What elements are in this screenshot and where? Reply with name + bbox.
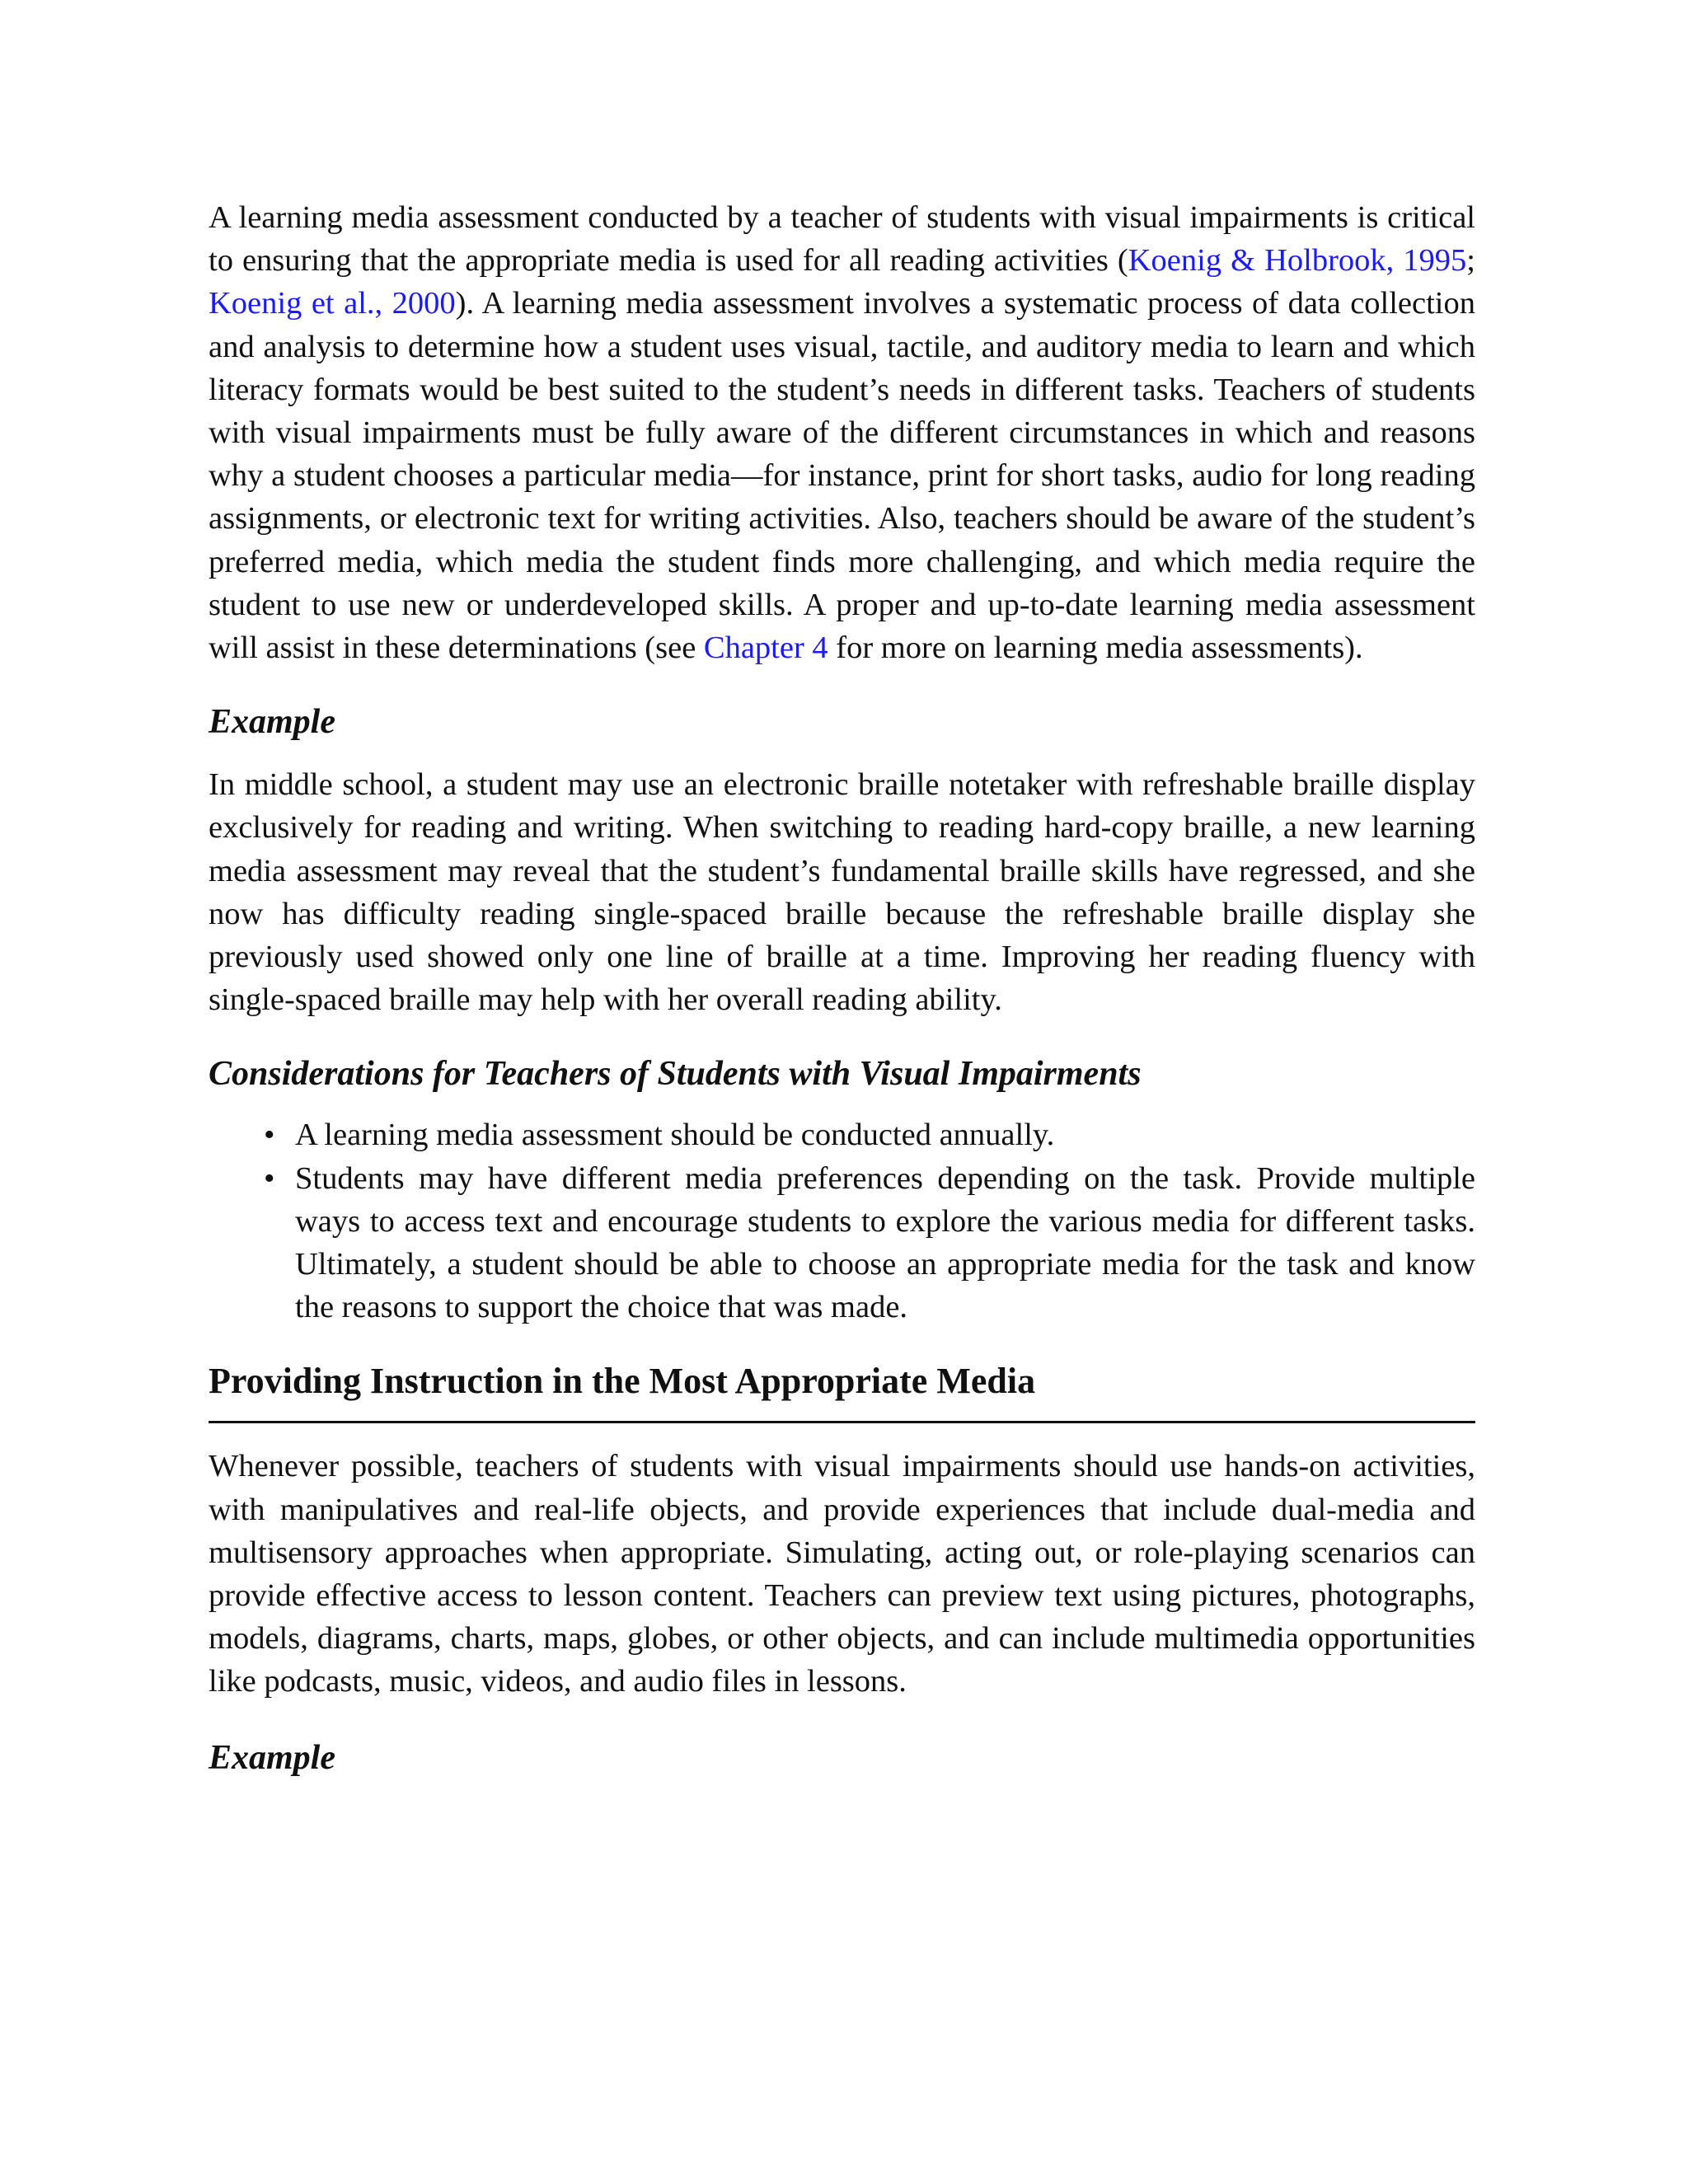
chapter-4-link[interactable]: Chapter 4 xyxy=(703,630,828,666)
citation-link-koenig-2000[interactable]: Koenig et al., 2000 xyxy=(209,286,456,321)
considerations-list xyxy=(209,1113,1475,1329)
intro-text-2: ; xyxy=(1466,243,1475,279)
example-heading-2: Example xyxy=(209,1738,335,1777)
considerations-heading: Considerations for Teachers of Students with Visual Impairments xyxy=(209,1055,1142,1094)
citation-link-koenig-holbrook-1995[interactable]: Koenig & Holbrook, 1995 xyxy=(1128,243,1467,279)
list-item-text: Students may have different media preferences depending on the task. Provide multiple ways to access text and encourage students to explore the various media for different tasks. Ultimately, a student should be able to choose an appropriate media for the task and know the reasons to support the choice that was made. xyxy=(295,1160,1475,1325)
intro-text-4: for more on learning media assessments). xyxy=(828,630,1363,666)
bullet-icon: • xyxy=(264,1118,275,1153)
list-item xyxy=(264,1113,1475,1156)
example-heading-1: Example xyxy=(209,703,335,742)
section-heading: Providing Instruction in the Most Appropriate Media xyxy=(209,1361,1036,1402)
bullet-icon: • xyxy=(264,1160,275,1196)
document-page xyxy=(209,196,1475,1779)
section-divider xyxy=(209,1421,1475,1423)
list-item-text: A learning media assessment should be conducted annually. xyxy=(295,1118,1055,1153)
intro-text-1: A learning media assessment conducted by a teacher of students with visual impairments is critical to ensuring that the appropriate media is used for all reading activities ( xyxy=(209,200,1475,279)
intro-text-3: ). A learning media assessment involves a systematic process of data collection and analysis to determine how a student uses visual, tactile, and auditory media to learn and which literacy formats would be best suited to the student’s needs in different tasks. Teachers of students with visual impairments must be fully aware of the different circumstances in which and reasons why a student chooses a particular media—for instance, print for short tasks, audio for long reading assignments, or electronic text for writing activities. Also, teachers should be aware of the student’s preferred media, which media the student finds more challenging, and which media require the student to use new or underdeveloped skills. A proper and up-to-date learning media assessment will assist in these determinations (see xyxy=(209,286,1475,666)
list-item xyxy=(264,1157,1475,1329)
example-paragraph-1: In middle school, a student may use an electronic braille notetaker with refreshable braille display exclusively for reading and writing. When switching to reading hard-copy braille, a new learning media assessment may reveal that the student’s fundamental braille skills have regressed, and she now has difficulty reading single-spaced braille because the refreshable braille display she previously used showed only one line of braille at a time. Improving her reading fluency with single-spaced braille may help with her overall reading ability. xyxy=(209,767,1475,1018)
intro-paragraph xyxy=(209,196,1475,669)
section-paragraph: Whenever possible, teachers of students with visual impairments should use hands-on activities, with manipulatives and real-life objects, and provide experiences that include dual-media and multisensory approaches when appropriate. Simulating, acting out, or role-playing scenarios can provide effective access to lesson content. Teachers can preview text using pictures, photographs, models, diagrams, charts, maps, globes, or other objects, and can include multimedia opportunities like podcasts, music, videos, and audio files in lessons. xyxy=(209,1449,1475,1699)
